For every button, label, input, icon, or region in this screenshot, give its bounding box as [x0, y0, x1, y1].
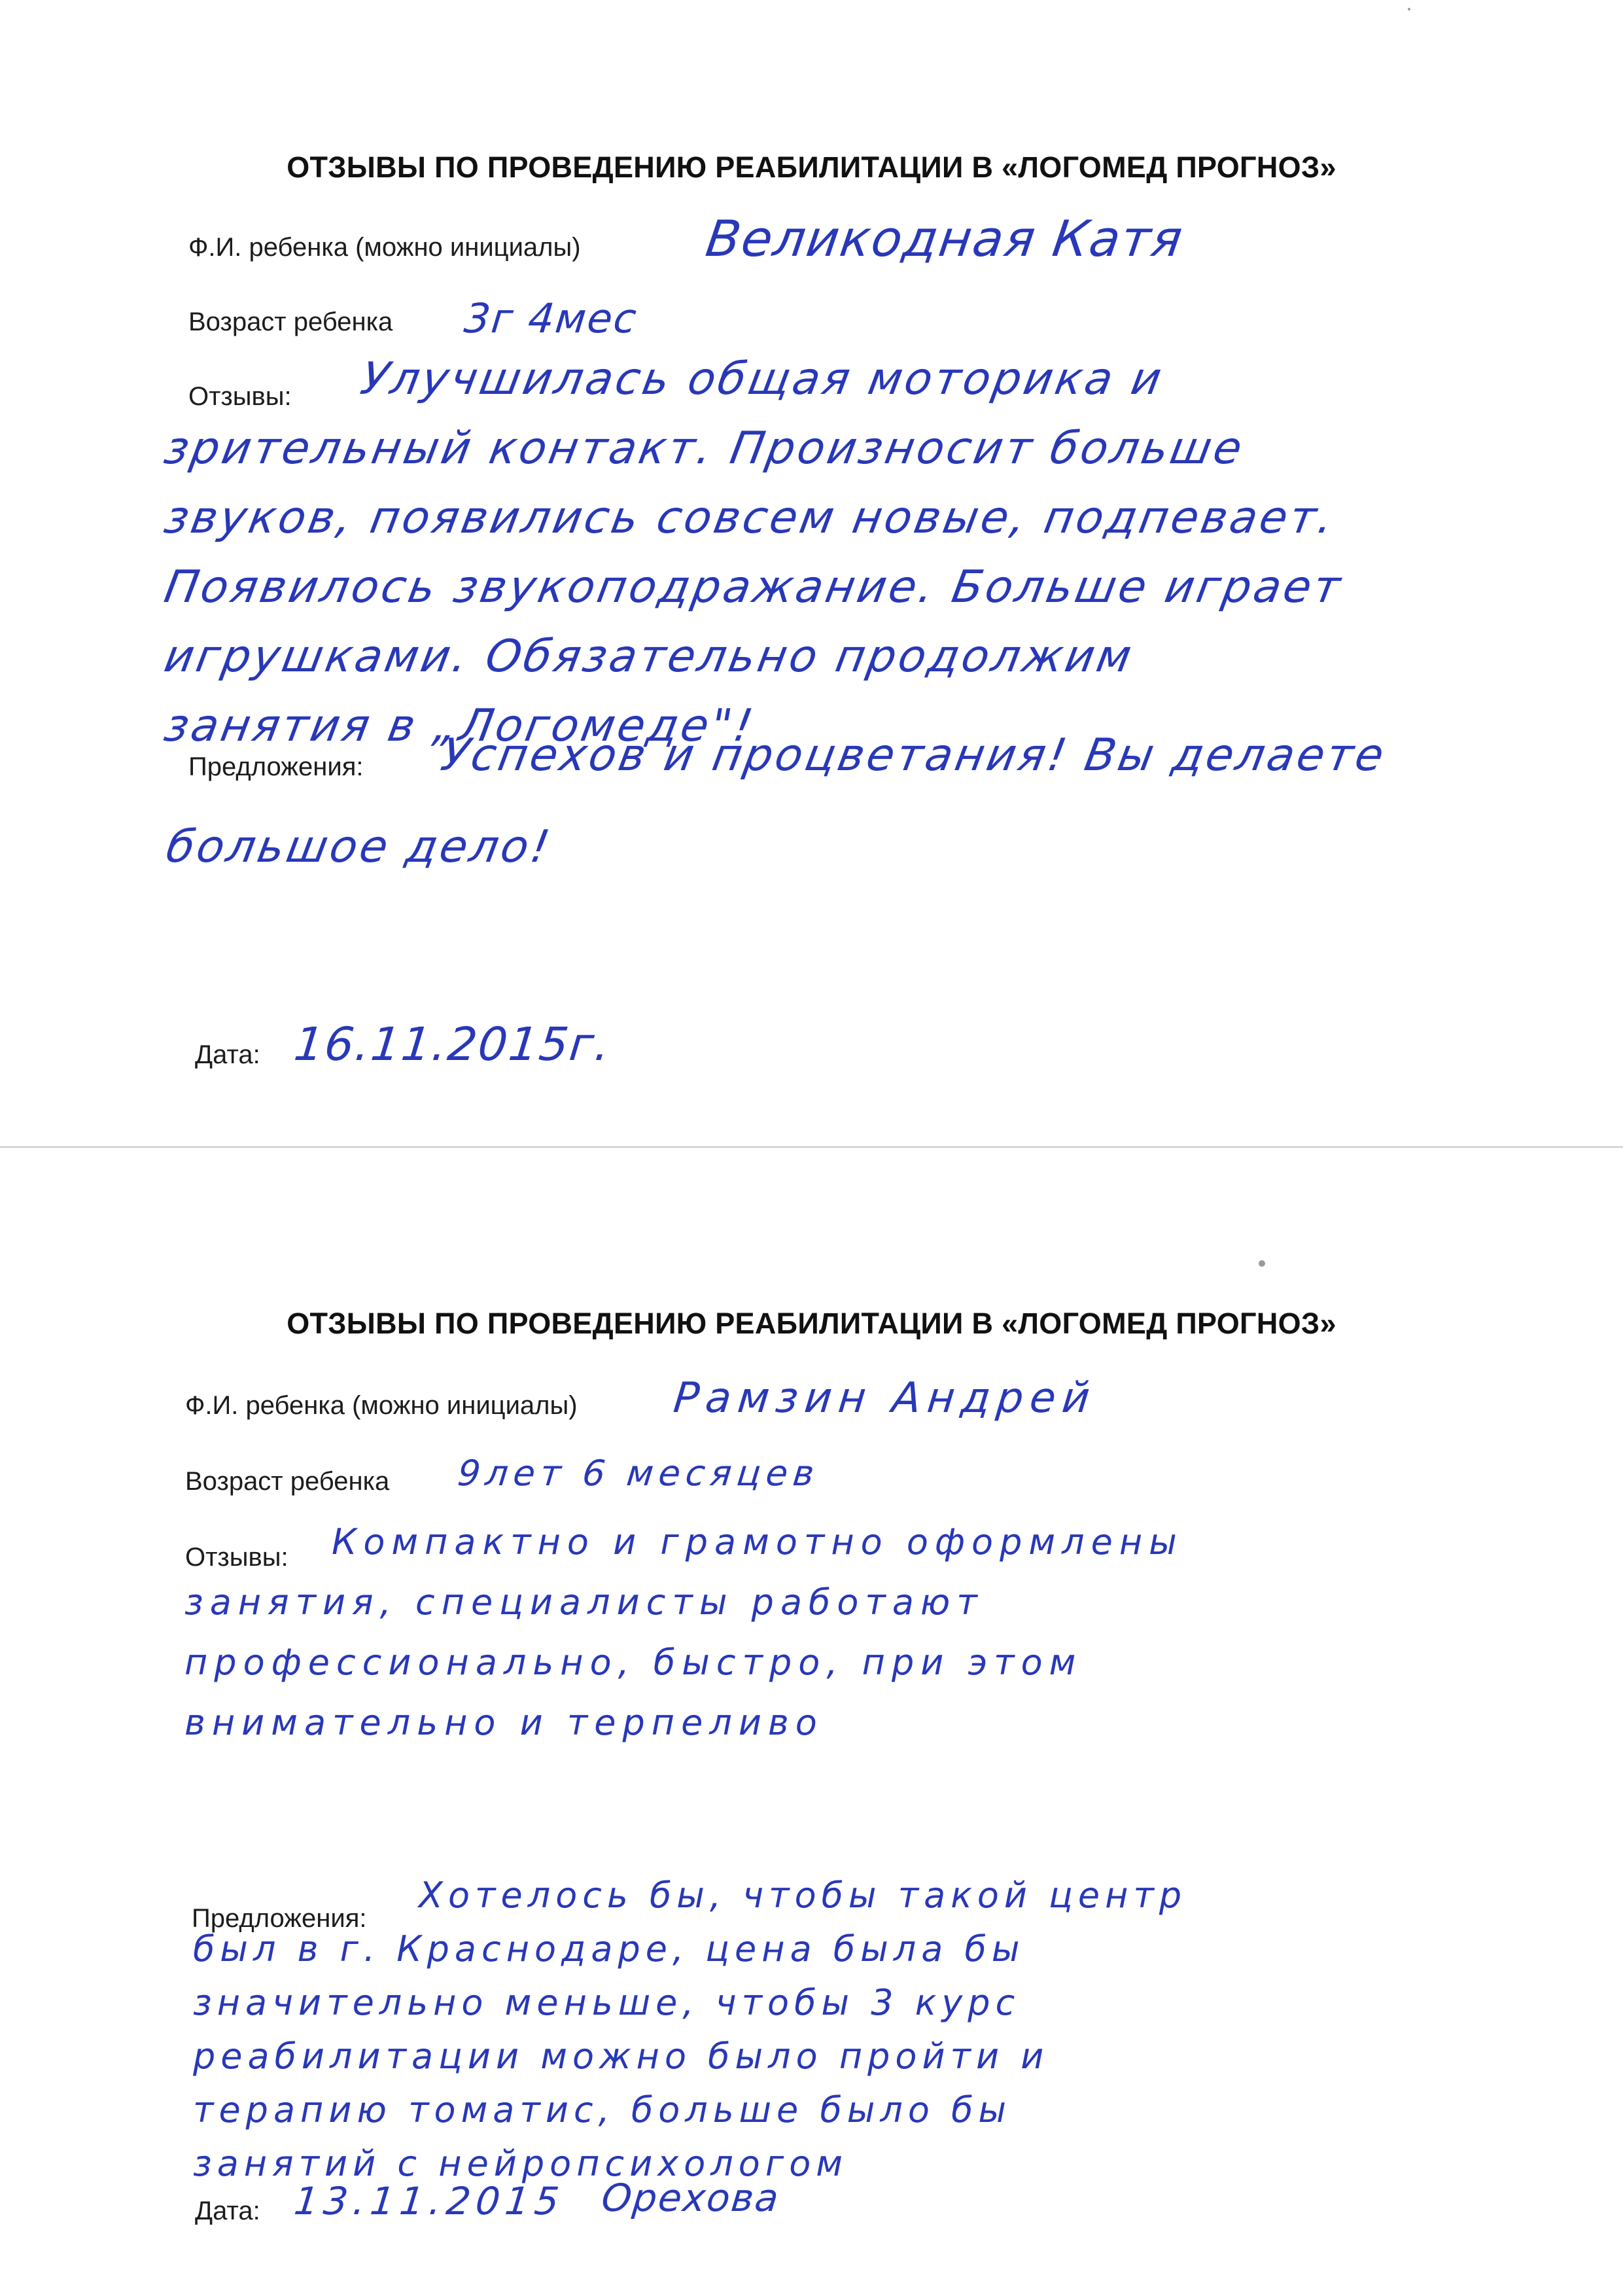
- date-label: Дата:: [195, 2197, 260, 2225]
- suggestions-line: Успехов и процветания! Вы делаете: [437, 730, 1391, 781]
- reviews-line: звуков, появились совсем новые, подпевает.: [160, 492, 1340, 544]
- child-age-value: 3г 4мес: [462, 294, 640, 342]
- suggestions-line: Хотелось бы, чтобы такой центр: [419, 1875, 1187, 1916]
- suggestions-line: большое дело!: [162, 821, 556, 873]
- date-label: Дата:: [195, 1040, 260, 1069]
- reviews-line: внимательно и терпеливо: [184, 1702, 824, 1743]
- reviews-text: [184, 1521, 1183, 1762]
- reviews-line: профессионально, быстро, при этом: [184, 1642, 1083, 1683]
- suggestions-line: был в г. Краснодаре, цена была бы: [193, 1928, 1025, 1969]
- reviews-line: Компактно и грамотно оформлены: [332, 1521, 1183, 1563]
- reviews-line: занятия, специалисты работают: [184, 1581, 984, 1623]
- reviews-line: зрительный контакт. Произносит больше: [160, 423, 1249, 474]
- date-value: 13.11.2015: [292, 2179, 567, 2223]
- feedback-form-2: [0, 1152, 1623, 2296]
- child-name-label: Ф.И. ребенка (можно инициалы): [188, 233, 581, 262]
- child-age-label: Возраст ребенка: [185, 1467, 390, 1496]
- scan-speck: [1408, 8, 1410, 10]
- child-name-value: Рамзин Андрей: [671, 1374, 1099, 1422]
- reviews-label: Отзывы:: [185, 1543, 288, 1572]
- signature: Орехова: [599, 2176, 782, 2220]
- child-age-label: Возраст ребенка: [188, 308, 393, 336]
- date-value: 16.11.2015г.: [291, 1017, 614, 1071]
- feedback-form-1: [0, 0, 1623, 1145]
- reviews-line: Улучшилась общая моторика и: [357, 353, 1168, 405]
- child-name-value: Великодная Катя: [702, 209, 1187, 268]
- suggestions-label: Предложения:: [192, 1904, 367, 1933]
- suggestions-line: терапию томатис, больше было бы: [193, 2089, 1012, 2130]
- scan-speck: [1259, 1260, 1265, 1267]
- suggestions-label: Предложения:: [188, 752, 364, 781]
- reviews-line: занятия в „Логомеде"!: [160, 700, 759, 752]
- child-age-value: 9лет 6 месяцев: [455, 1453, 822, 1494]
- form-title: ОТЗЫВЫ ПО ПРОВЕДЕНИЮ РЕАБИЛИТАЦИИ В «ЛОГОМЕД ПРОГНОЗ»: [287, 150, 1336, 184]
- suggestions-text: [193, 1875, 1187, 2197]
- reviews-text: [160, 353, 1347, 769]
- page-divider: [0, 1146, 1623, 1148]
- suggestions-text: [162, 730, 1391, 913]
- suggestions-line: занятий с нейропсихологом: [193, 2143, 848, 2184]
- suggestions-line: значительно меньше, чтобы 3 курс: [193, 1982, 1021, 2023]
- reviews-label: Отзывы:: [188, 382, 292, 411]
- form-title: ОТЗЫВЫ ПО ПРОВЕДЕНИЮ РЕАБИЛИТАЦИИ В «ЛОГОМЕД ПРОГНОЗ»: [287, 1307, 1336, 1340]
- reviews-line: Появилось звукоподражание. Больше играет: [160, 561, 1347, 613]
- reviews-line: игрушками. Обязательно продолжим: [160, 631, 1138, 682]
- suggestions-line: реабилитации можно было пройти и: [193, 2036, 1049, 2077]
- child-name-label: Ф.И. ребенка (можно инициалы): [185, 1391, 578, 1420]
